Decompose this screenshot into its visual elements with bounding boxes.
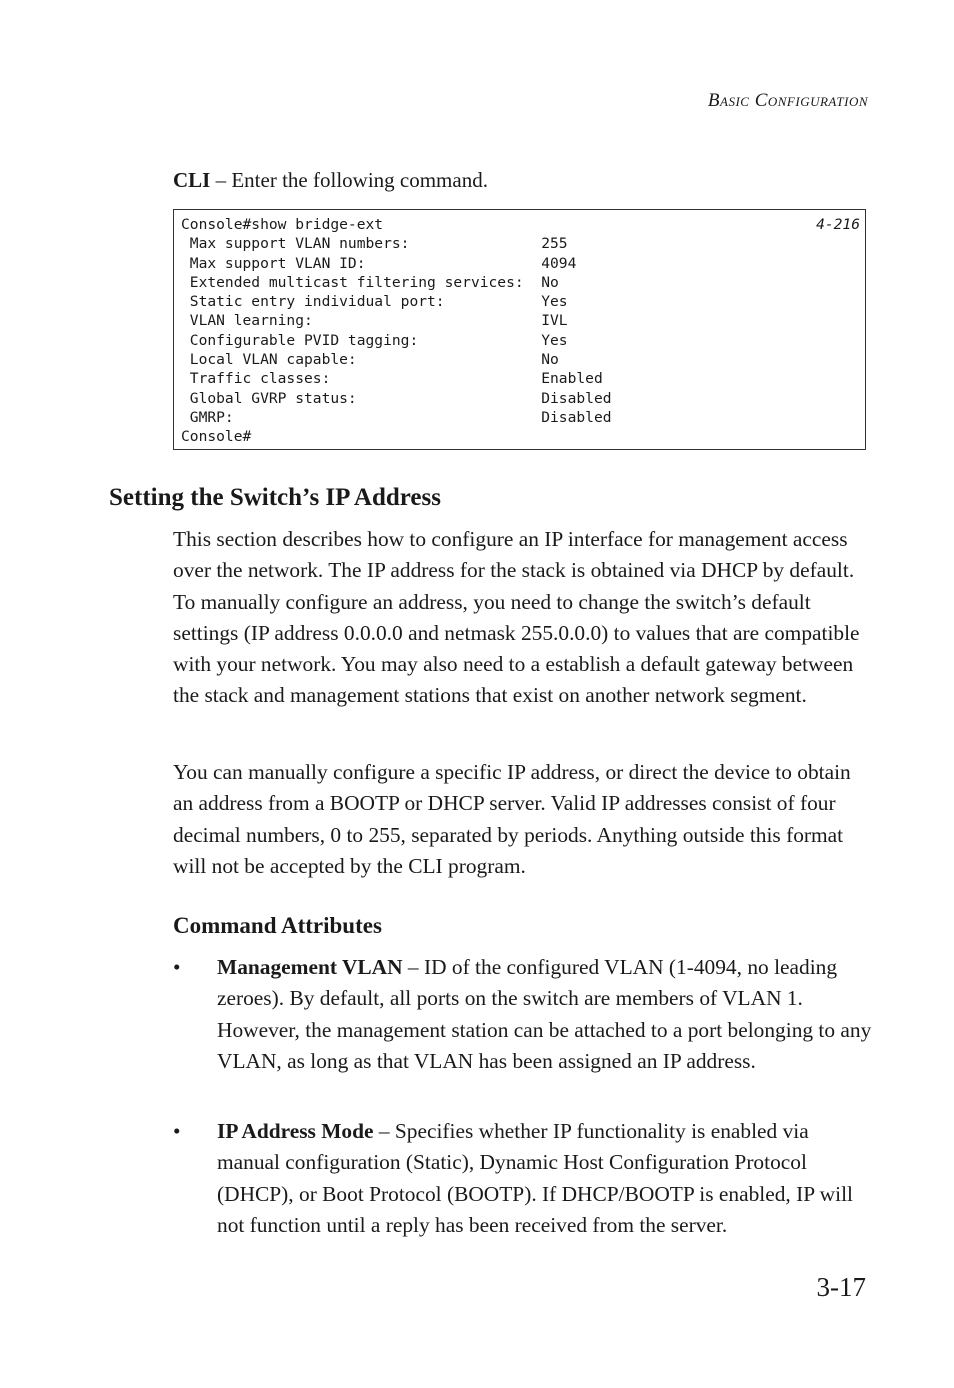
- bullet-mark: •: [173, 1119, 181, 1143]
- attribute-term: Management VLAN: [217, 955, 403, 979]
- cli-intro: [173, 168, 488, 193]
- list-item: [173, 1116, 873, 1241]
- code-line: Extended multicast filtering services: No: [181, 273, 559, 291]
- code-line: Global GVRP status: Disabled: [181, 389, 612, 407]
- attribute-description: – ID of the configured VLAN (1-4094, no leading zeroes). By default, all ports on the switch are members of VLAN 1. However, the management station can be attached to a port belonging to any VLAN, as long as that VLAN has been assigned an IP address.: [217, 955, 872, 1073]
- paragraph-intro: This section describes how to configure an IP interface for management access over the network. The IP address for the stack is obtained via DHCP by default. To manually configure an address, you need to change the switch’s default settings (IP address 0.0.0.0 and netmask 255.0.0.0) to values that are compatible with your network. You may also need to a establish a default gateway between the stack and management stations that exist on another network segment.: [173, 527, 860, 708]
- section-title: Setting the Switch’s IP Address: [109, 484, 441, 511]
- attribute-term: IP Address Mode: [217, 1119, 374, 1143]
- code-line: VLAN learning: IVL: [181, 312, 568, 330]
- cli-label: CLI: [173, 168, 211, 192]
- code-block: [173, 209, 866, 450]
- bullet-mark: •: [173, 955, 181, 979]
- code-line: Max support VLAN ID: 4094: [181, 254, 577, 272]
- code-line: Console#show bridge-ext: [181, 216, 384, 233]
- command-attributes-title: Command Attributes: [173, 913, 382, 938]
- paragraph-ip-addresses: You can manually configure a specific IP address, or direct the device to obtain an address from a BOOTP or DHCP server. Valid IP addresses consist of four decimal numbers, 0 to 255, separated by periods. Anything outside this format will not be accepted by the CLI program.: [173, 760, 851, 878]
- code-line: Traffic classes: Enabled: [181, 370, 603, 388]
- code-line: GMRP: Disabled: [181, 408, 612, 426]
- code-line: Console#: [181, 428, 252, 446]
- code-line: Static entry individual port: Yes: [181, 293, 568, 311]
- page-number: 3-17: [816, 1272, 866, 1302]
- code-line: Max support VLAN numbers: 255: [181, 235, 568, 253]
- running-header: Basic Configuration: [707, 90, 868, 111]
- cli-intro-text: – Enter the following command.: [210, 168, 488, 192]
- attribute-description: – Specifies whether IP functionality is enabled via manual configuration (Static), Dynamic Host Configuration Protocol (DHCP), or Boot Protocol (BOOTP). If DHCP/BOOTP is enabled, IP will not function until a reply has been received from the server.: [217, 1119, 853, 1237]
- code-reference: 4-216: [816, 216, 860, 233]
- code-line: Configurable PVID tagging: Yes: [181, 331, 568, 349]
- code-line: Local VLAN capable: No: [181, 351, 559, 369]
- list-item: [173, 952, 873, 1077]
